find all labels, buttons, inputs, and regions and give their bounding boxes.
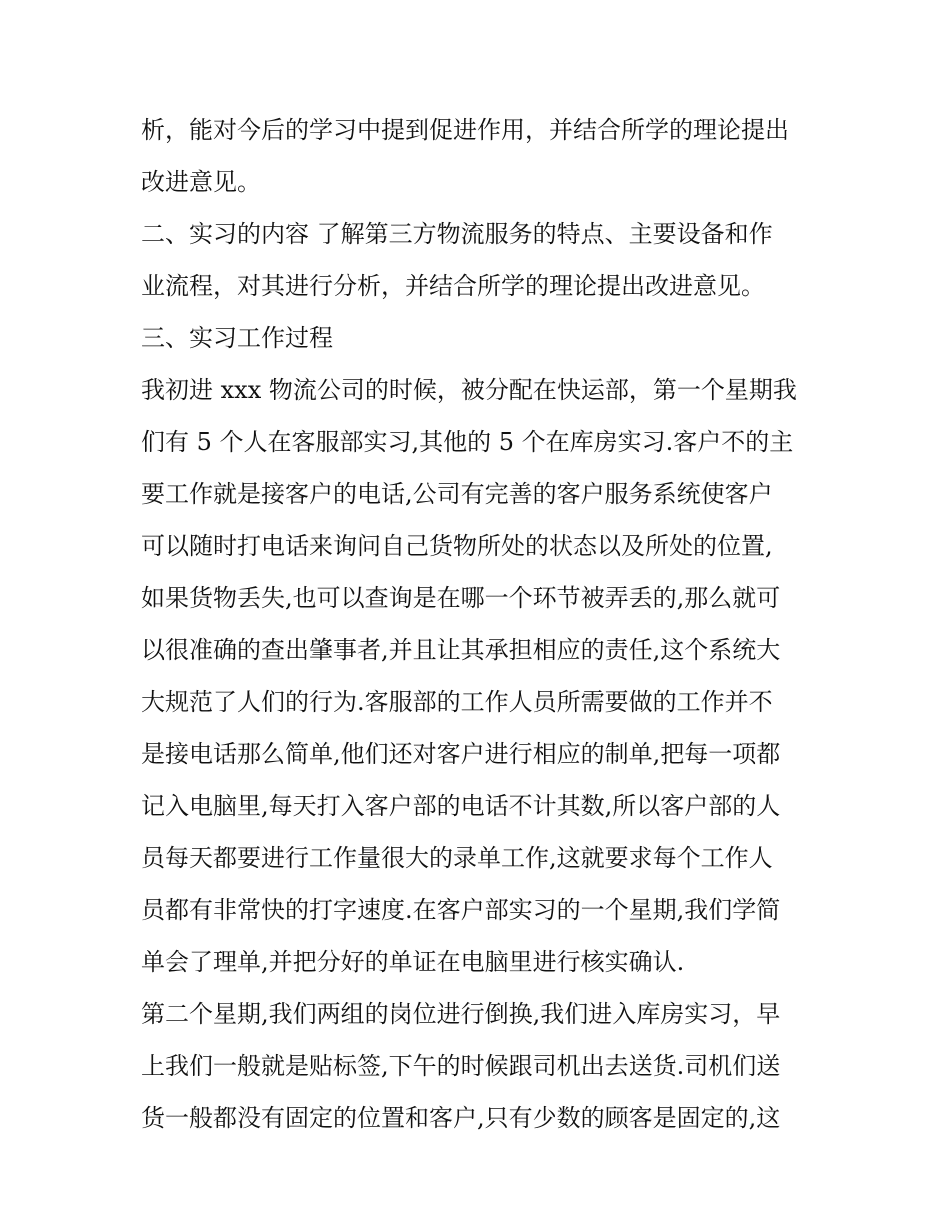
section-heading-2: 二、实习的内容 了解第三方物流服务的特点、主要设备和作	[141, 220, 773, 248]
text-line: 如果货物丢失,也可以查询是在哪一个环节被弄丢的,那么就可	[141, 584, 781, 612]
text-line: 业流程，对其进行分析，并结合所学的理论提出改进意见。	[141, 272, 765, 300]
text-line: 们有 5 个人在客服部实习,其他的 5 个在库房实习.客户不的主	[141, 428, 794, 456]
text-line: 货一般都没有固定的位置和客户,只有少数的顾客是固定的,这	[141, 1104, 781, 1132]
text-line: 记入电脑里,每天打入客户部的电话不计其数,所以客户部的人	[141, 792, 781, 820]
text-line: 大规范了人们的行为.客服部的工作人员所需要做的工作并不	[141, 688, 773, 716]
text-line: 上我们一般就是贴标签,下午的时候跟司机出去送货.司机们送	[141, 1052, 781, 1080]
text-line: 是接电话那么简单,他们还对客户进行相应的制单,把每一项都	[141, 740, 781, 768]
text-line: 要工作就是接客户的电话,公司有完善的客户服务系统使客户	[141, 480, 773, 508]
text-line: 析，能对今后的学习中提到促进作用，并结合所学的理论提出	[141, 116, 789, 144]
text-line: 员每天都要进行工作量很大的录单工作,这就要求每个工作人	[141, 844, 773, 872]
text-line: 改进意见。	[141, 168, 261, 196]
section-heading-3: 三、实习工作过程	[141, 324, 333, 352]
text-line: 以很准确的查出肇事者,并且让其承担相应的责任,这个系统大	[141, 636, 781, 664]
body-text	[141, 104, 821, 1144]
text-line: 员都有非常快的打字速度.在客户部实习的一个星期,我们学简	[141, 896, 781, 924]
text-line: 单会了理单,并把分好的单证在电脑里进行核实确认.	[141, 948, 685, 976]
text-line: 可以随时打电话来询问自己货物所处的状态以及所处的位置,	[141, 532, 773, 560]
text-line: 我初进 xxx 物流公司的时候，被分配在快运部，第一个星期我	[141, 376, 797, 404]
text-line: 第二个星期,我们两组的岗位进行倒换,我们进入库房实习，早	[141, 1000, 781, 1028]
